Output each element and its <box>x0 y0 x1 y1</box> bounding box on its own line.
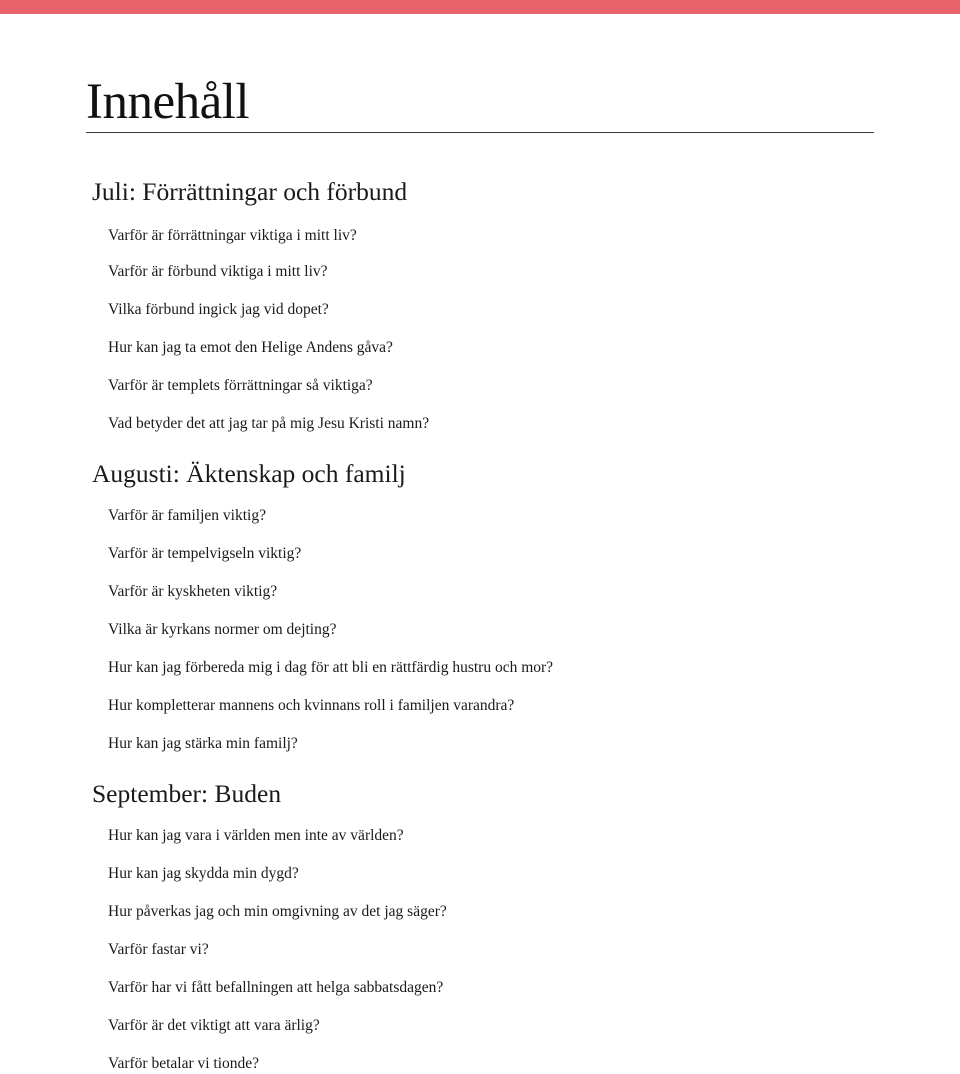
toc-item[interactable]: Hur kan jag ta emot den Helige Andens gåva? <box>108 339 393 356</box>
toc-item[interactable]: Hur påverkas jag och min omgivning av det jag säger? <box>108 903 447 920</box>
section-heading-july: Juli: Förrättningar och förbund <box>92 177 408 206</box>
toc-item[interactable]: Varför är familjen viktig? <box>108 507 266 524</box>
toc-item[interactable]: Varför är förbund viktiga i mitt liv? <box>108 263 328 280</box>
title-divider <box>86 132 874 133</box>
toc-item[interactable]: Varför är det viktigt att vara ärlig? <box>108 1017 320 1034</box>
toc-item[interactable]: Varför är tempelvigseln viktig? <box>108 545 302 562</box>
section-august <box>92 458 892 752</box>
toc-item[interactable]: Hur kan jag förbereda mig i dag för att bli en rättfärdig hustru och mor? <box>108 659 554 676</box>
toc-item[interactable]: Varför har vi fått befallningen att helga sabbatsdagen? <box>108 979 444 996</box>
section-heading-august: Augusti: Äktenskap och familj <box>92 459 406 488</box>
toc-item[interactable]: Varför betalar vi tionde? <box>108 1055 260 1072</box>
toc-item[interactable]: Varför fastar vi? <box>108 941 209 958</box>
toc-item[interactable]: Varför är kyskheten viktig? <box>108 583 278 600</box>
toc-item[interactable]: Varför är templets förrättningar så viktiga? <box>108 377 373 394</box>
toc-item[interactable]: Varför är förrättningar viktiga i mitt liv? <box>108 227 357 244</box>
toc-item[interactable]: Hur kan jag vara i världen men inte av världen? <box>108 827 404 844</box>
toc-item[interactable]: Hur kompletterar mannens och kvinnans roll i familjen varandra? <box>108 697 515 714</box>
toc-item[interactable]: Vilka förbund ingick jag vid dopet? <box>108 301 329 318</box>
toc-item[interactable]: Hur kan jag skydda min dygd? <box>108 865 299 882</box>
section-heading-september: September: Buden <box>92 779 282 808</box>
toc-item[interactable]: Vad betyder det att jag tar på mig Jesu Kristi namn? <box>108 415 430 432</box>
section-september <box>92 778 892 1072</box>
section-july <box>92 176 892 432</box>
toc-item[interactable]: Vilka är kyrkans normer om dejting? <box>108 621 337 638</box>
page-title: Innehåll <box>86 74 250 130</box>
toc-item[interactable]: Hur kan jag stärka min familj? <box>108 735 298 752</box>
